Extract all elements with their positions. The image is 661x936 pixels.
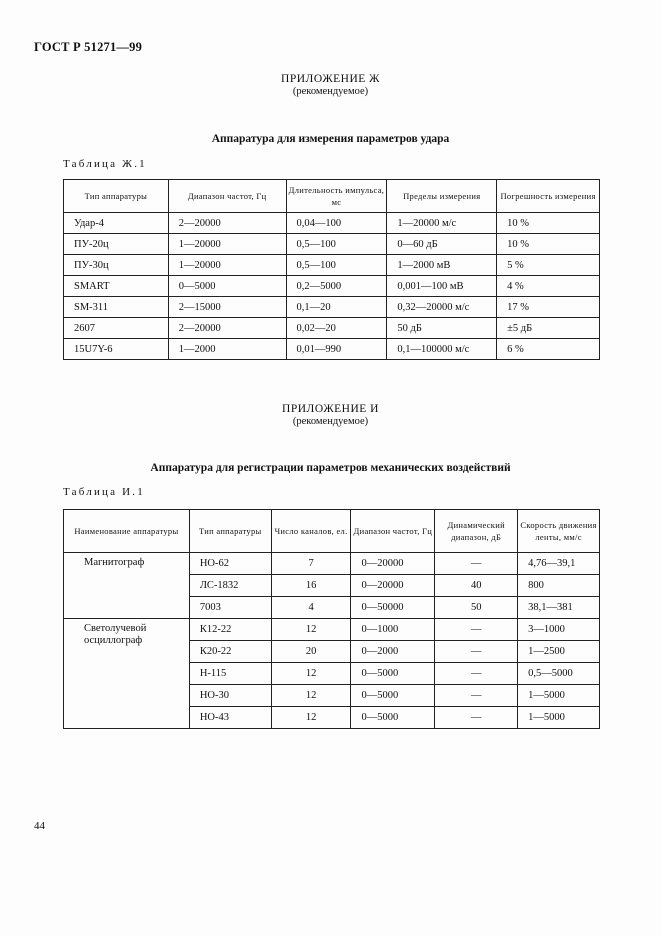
column-header: Диапазон частот, Гц — [168, 180, 286, 213]
table-cell: 0—5000 — [168, 276, 286, 297]
table-cell: 3—1000 — [518, 619, 600, 641]
table-cell: К20-22 — [189, 641, 271, 663]
table-row — [64, 318, 600, 339]
table-cell: 50 дБ — [387, 318, 497, 339]
column-header: Погрешность измерения — [497, 180, 600, 213]
table-cell: 1—20000 — [168, 255, 286, 276]
table-cell: — — [435, 641, 518, 663]
table-cell: SMART — [64, 276, 169, 297]
table-row — [64, 234, 600, 255]
table-zh1 — [63, 179, 600, 360]
table-cell: 0,001—100 мВ — [387, 276, 497, 297]
column-header: Динамический диапазон, дБ — [435, 510, 518, 553]
table-cell: 0—5000 — [351, 707, 435, 729]
table-cell: 0,5—100 — [286, 255, 387, 276]
table-cell: 1—2000 — [168, 339, 286, 360]
table-cell: 0—60 дБ — [387, 234, 497, 255]
table-cell: — — [435, 707, 518, 729]
table-cell: 12 — [271, 663, 351, 685]
column-header: Длительность импульса, мс — [286, 180, 387, 213]
table-cell: ПУ-20ц — [64, 234, 169, 255]
appendix-zh-title: ПРИЛОЖЕНИЕ Ж — [281, 73, 380, 85]
table-cell: 4 — [271, 597, 351, 619]
table-cell: — — [435, 619, 518, 641]
table-cell: 16 — [271, 575, 351, 597]
appendix-zh-section-title: Аппаратура для измерения параметров удара — [211, 133, 450, 145]
table-cell: 800 — [518, 575, 600, 597]
table-cell: 0—50000 — [351, 597, 435, 619]
table-cell: 0,5—100 — [286, 234, 387, 255]
table-i1 — [63, 509, 600, 729]
table-cell: 7 — [271, 553, 351, 575]
table-cell: 0,5—5000 — [518, 663, 600, 685]
table-cell: ±5 дБ — [497, 318, 600, 339]
table-row — [64, 276, 600, 297]
document-code: ГОСТ Р 51271—99 — [34, 40, 143, 54]
table-cell: ЛС-1832 — [189, 575, 271, 597]
table-cell: 0—5000 — [351, 685, 435, 707]
page-number: 44 — [34, 820, 45, 832]
table-row — [64, 553, 600, 575]
table-cell: 4 % — [497, 276, 600, 297]
table-cell: ПУ-30ц — [64, 255, 169, 276]
table-cell: 12 — [271, 707, 351, 729]
table-cell: — — [435, 553, 518, 575]
table-cell: 7003 — [189, 597, 271, 619]
column-header: Наименование аппаратуры — [64, 510, 190, 553]
table-cell: 38,1—381 — [518, 597, 600, 619]
appendix-i-section-title: Аппаратура для регистрации параметров механических воздействий — [150, 462, 511, 474]
table-zh1-header-row — [64, 180, 600, 213]
table-cell: 2—20000 — [168, 213, 286, 234]
column-header: Число каналов, ел. — [271, 510, 351, 553]
table-cell: — — [435, 685, 518, 707]
table-cell: SM-311 — [64, 297, 169, 318]
table-cell: Н-115 — [189, 663, 271, 685]
table-cell: 0,2—5000 — [286, 276, 387, 297]
column-header: Диапазон частот, Гц — [351, 510, 435, 553]
table-cell: 4,76—39,1 — [518, 553, 600, 575]
column-header: Тип аппаратуры — [189, 510, 271, 553]
table-cell: 50 — [435, 597, 518, 619]
table-cell: 2607 — [64, 318, 169, 339]
table-cell: 10 % — [497, 234, 600, 255]
appendix-i-subtitle: (рекомендуемое) — [292, 416, 369, 427]
table-cell: 15U7Y-6 — [64, 339, 169, 360]
table-cell: К12-22 — [189, 619, 271, 641]
column-header: Тип аппаратуры — [64, 180, 169, 213]
table-cell: 20 — [271, 641, 351, 663]
table-cell: 0—20000 — [351, 553, 435, 575]
table-cell: 1—20000 — [168, 234, 286, 255]
table-cell: 0—2000 — [351, 641, 435, 663]
table-zh1-label: Таблица Ж.1 — [63, 158, 147, 170]
table-cell: НО-43 — [189, 707, 271, 729]
table-cell: 0—20000 — [351, 575, 435, 597]
table-row — [64, 339, 600, 360]
table-cell: 17 % — [497, 297, 600, 318]
table-cell: 1—20000 м/с — [387, 213, 497, 234]
table-cell: 2—20000 — [168, 318, 286, 339]
column-header: Скорость движения ленты, мм/с — [518, 510, 600, 553]
table-cell: 0,1—100000 м/с — [387, 339, 497, 360]
table-cell: 0—1000 — [351, 619, 435, 641]
table-i1-header-row — [64, 510, 600, 553]
appendix-i-title: ПРИЛОЖЕНИЕ И — [282, 403, 379, 415]
table-cell: 1—5000 — [518, 707, 600, 729]
table-cell: 0,04—100 — [286, 213, 387, 234]
table-row — [64, 213, 600, 234]
table-cell: 10 % — [497, 213, 600, 234]
table-cell: 0—5000 — [351, 663, 435, 685]
appendix-zh-subtitle: (рекомендуемое) — [292, 86, 369, 97]
table-i1-label: Таблица И.1 — [63, 486, 145, 498]
table-cell: 2—15000 — [168, 297, 286, 318]
table-cell: 0,01—990 — [286, 339, 387, 360]
table-cell: НО-30 — [189, 685, 271, 707]
table-cell: НО-62 — [189, 553, 271, 575]
table-cell: 0,1—20 — [286, 297, 387, 318]
table-cell: 5 % — [497, 255, 600, 276]
column-header: Пределы измерения — [387, 180, 497, 213]
equipment-name-cell: Светолучевой осциллограф — [64, 619, 190, 729]
table-cell: 1—2500 — [518, 641, 600, 663]
table-cell: 0,02—20 — [286, 318, 387, 339]
table-row — [64, 297, 600, 318]
table-cell: 1—2000 мВ — [387, 255, 497, 276]
table-cell: — — [435, 663, 518, 685]
table-cell: 40 — [435, 575, 518, 597]
table-row — [64, 619, 600, 641]
equipment-name-cell: Магнитограф — [64, 553, 190, 619]
table-cell: 12 — [271, 619, 351, 641]
table-row — [64, 255, 600, 276]
table-cell: 12 — [271, 685, 351, 707]
table-cell: 0,32—20000 м/с — [387, 297, 497, 318]
table-cell: 6 % — [497, 339, 600, 360]
table-cell: 1—5000 — [518, 685, 600, 707]
table-cell: Удар-4 — [64, 213, 169, 234]
